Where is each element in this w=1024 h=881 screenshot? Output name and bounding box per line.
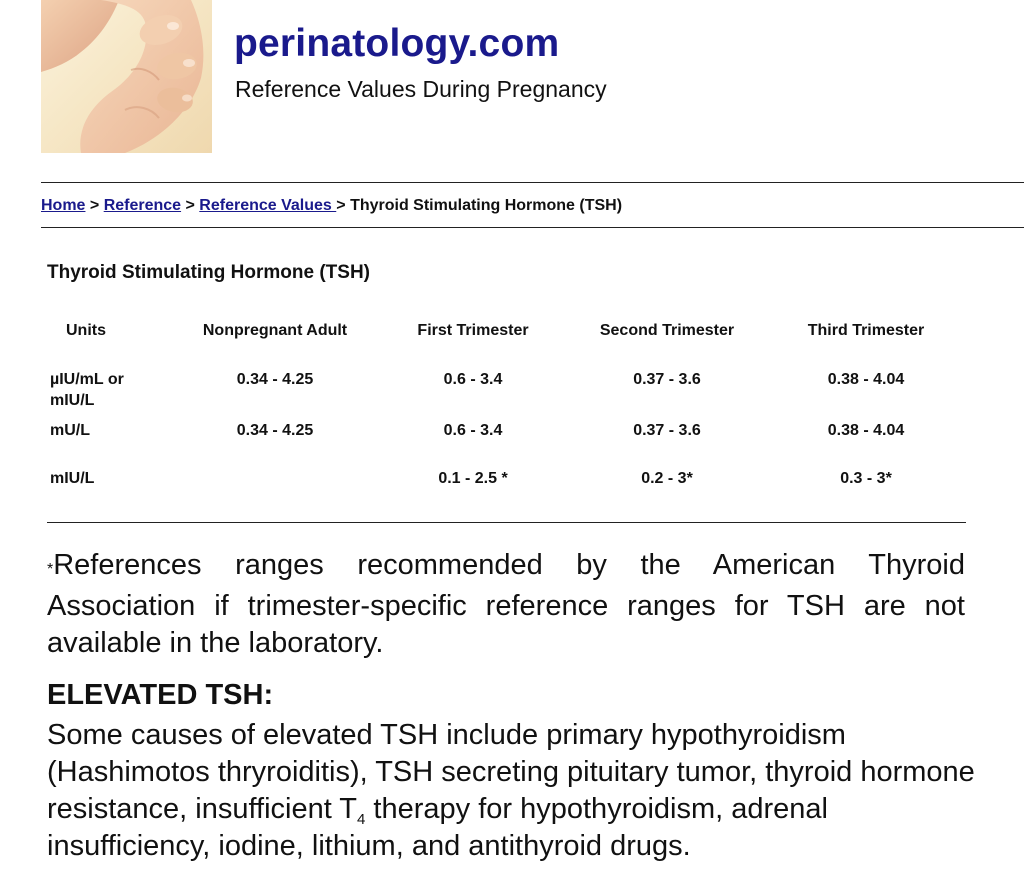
breadcrumb-separator: > [85, 197, 104, 214]
table-header-second-trimester: Second Trimester [599, 322, 735, 339]
logo-baby-hand-image [41, 0, 212, 153]
units-line: µIU/mL or [50, 371, 124, 388]
breadcrumb-separator: > [181, 197, 200, 214]
breadcrumb-link-reference-values[interactable]: Reference Values [199, 197, 337, 214]
table-cell-second-trimester: 0.37 - 3.6 [633, 371, 701, 388]
footnote-text: References ranges recommended by the American Thyroid Association if trimester-specific reference ranges for TSH are not available in the laboratory. [47, 549, 965, 659]
table-cell-third-trimester: 0.38 - 4.04 [827, 422, 905, 439]
table-cell-second-trimester: 0.37 - 3.6 [633, 422, 701, 439]
site-subtitle: Reference Values During Pregnancy [235, 76, 607, 102]
section-title: Thyroid Stimulating Hormone (TSH) [47, 262, 370, 283]
breadcrumb-current-page: Thyroid Stimulating Hormone (TSH) [350, 197, 623, 214]
table-cell-third-trimester: 0.3 - 3* [840, 470, 892, 487]
table-bottom-divider [47, 522, 966, 523]
table-cell-first-trimester: 0.6 - 3.4 [443, 371, 503, 388]
elevated-tsh-heading: ELEVATED TSH: [47, 679, 274, 711]
table-cell-second-trimester: 0.2 - 3* [641, 470, 693, 487]
breadcrumb-separator: > [336, 197, 351, 214]
breadcrumb-link-home[interactable]: Home [41, 197, 86, 214]
table-cell-units: mU/L [50, 422, 90, 439]
table-cell-units [50, 369, 160, 411]
footnote-marker: * [47, 561, 54, 578]
table-cell-nonpregnant: 0.34 - 4.25 [236, 422, 314, 439]
breadcrumb [41, 197, 622, 215]
table-header-nonpregnant: Nonpregnant Adult [202, 322, 348, 339]
table-cell-units: mIU/L [50, 470, 95, 487]
elevated-tsh-text [47, 717, 977, 865]
t4-subscript: 4 [357, 811, 366, 828]
footnote [47, 547, 965, 662]
table-header-units: Units [66, 322, 106, 339]
table-cell-first-trimester: 0.1 - 2.5 * [438, 470, 508, 487]
breadcrumb-bottom-divider [41, 227, 1024, 228]
breadcrumb-top-divider [41, 182, 1024, 183]
table-cell-third-trimester: 0.38 - 4.04 [827, 371, 905, 388]
table-header-first-trimester: First Trimester [417, 322, 529, 339]
elevated-text-part2: therapy for hypothyroidism, adrenal insufficiency, iodine, lithium, and antithyroid drugs. [47, 793, 829, 862]
table-cell-first-trimester: 0.6 - 3.4 [443, 422, 503, 439]
table-cell-nonpregnant: 0.34 - 4.25 [236, 371, 314, 388]
elevated-text-part1: Some causes of elevated TSH include primary hypothyroidism (Hashimotos thryroiditis), TSH secreting pituitary tumor, thyroid hormone resistance, insufficient T [47, 719, 975, 825]
site-title: perinatology.com [234, 22, 560, 65]
breadcrumb-link-reference[interactable]: Reference [103, 197, 182, 214]
table-header-third-trimester: Third Trimester [807, 322, 925, 339]
units-line: mIU/L [50, 392, 95, 409]
